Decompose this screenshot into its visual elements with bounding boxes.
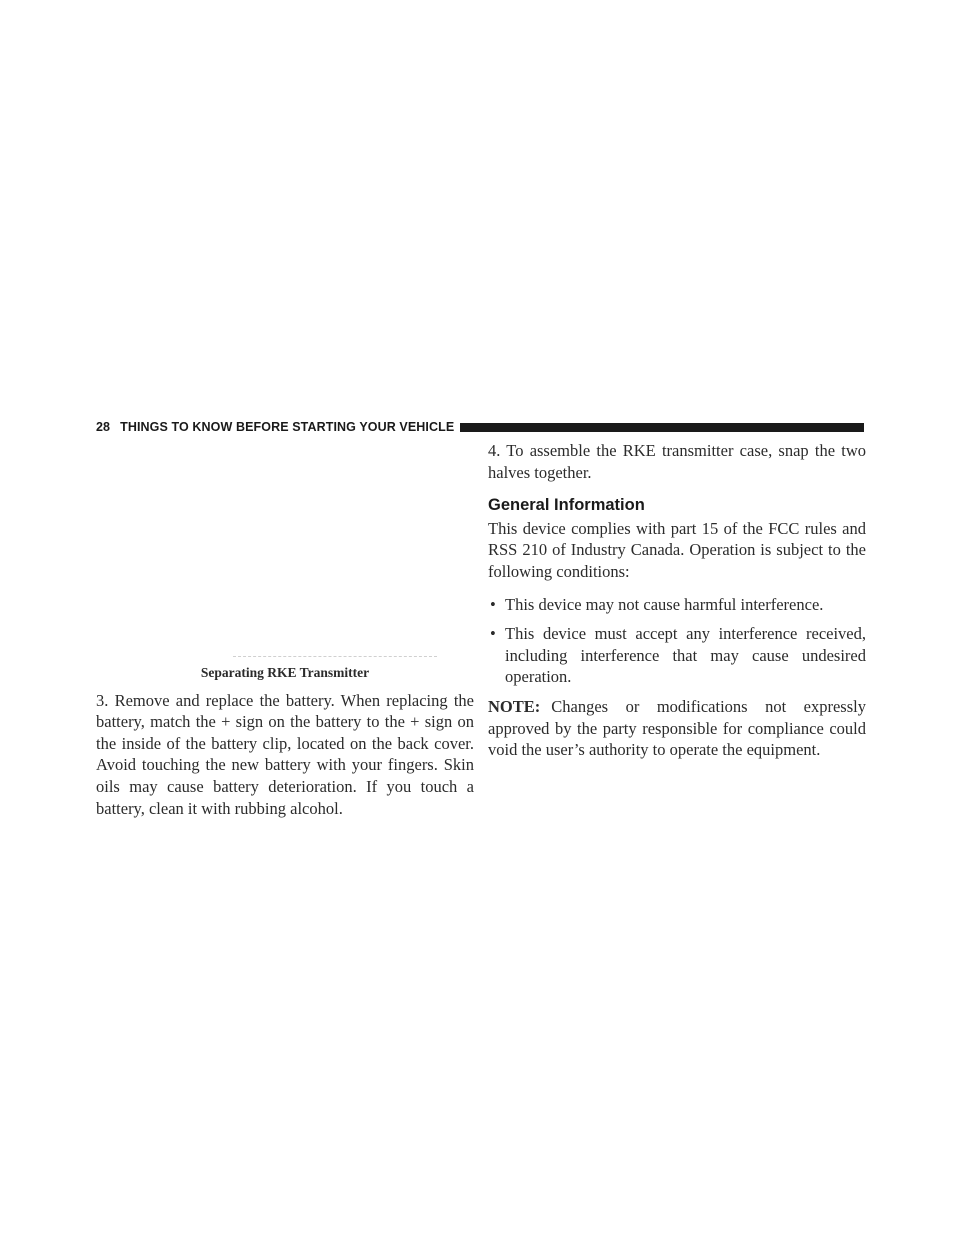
right-column [488, 440, 866, 761]
note-label: NOTE: [488, 696, 541, 716]
header-rule [460, 423, 864, 432]
left-column [96, 440, 474, 819]
bullet-icon: • [490, 624, 496, 644]
step-4-paragraph: 4. To assemble the RKE transmitter case, snap the two halves together. [488, 441, 866, 482]
list-item-text: This device may not cause harmful interference. [505, 594, 824, 614]
step-3-paragraph: 3. Remove and replace the battery. When replacing the battery, match the + sign on the battery to the + sign on the inside of the battery clip, located on the back cover. Avoid touching the new battery with your fingers. Skin oils may cause battery deterioration. If you touch a battery, clean it with rubbing alcohol. [96, 690, 474, 818]
list-item-text: This device must accept any interference received, including interference that may cause undesired operation. [505, 624, 866, 687]
list-item [488, 623, 866, 688]
section-heading: General Information [488, 496, 645, 515]
figure-border [233, 656, 437, 657]
intro-paragraph: This device complies with part 15 of the FCC rules and RSS 210 of Industry Canada. Operation is subject to the following conditions: [488, 518, 866, 581]
conditions-list [488, 594, 866, 688]
page-header [96, 418, 864, 436]
note-paragraph [488, 696, 866, 761]
section-title: THINGS TO KNOW BEFORE STARTING YOUR VEHICLE [120, 420, 455, 434]
list-item [488, 594, 866, 616]
note-text: Changes or modifications not expressly approved by the party responsible for compliance could void the user’s authority to operate the equipment. [488, 696, 866, 760]
figure-caption: Separating RKE Transmitter [200, 665, 370, 680]
page-number: 28 [96, 420, 111, 434]
figure-image [96, 440, 474, 658]
bullet-icon: • [490, 594, 496, 614]
